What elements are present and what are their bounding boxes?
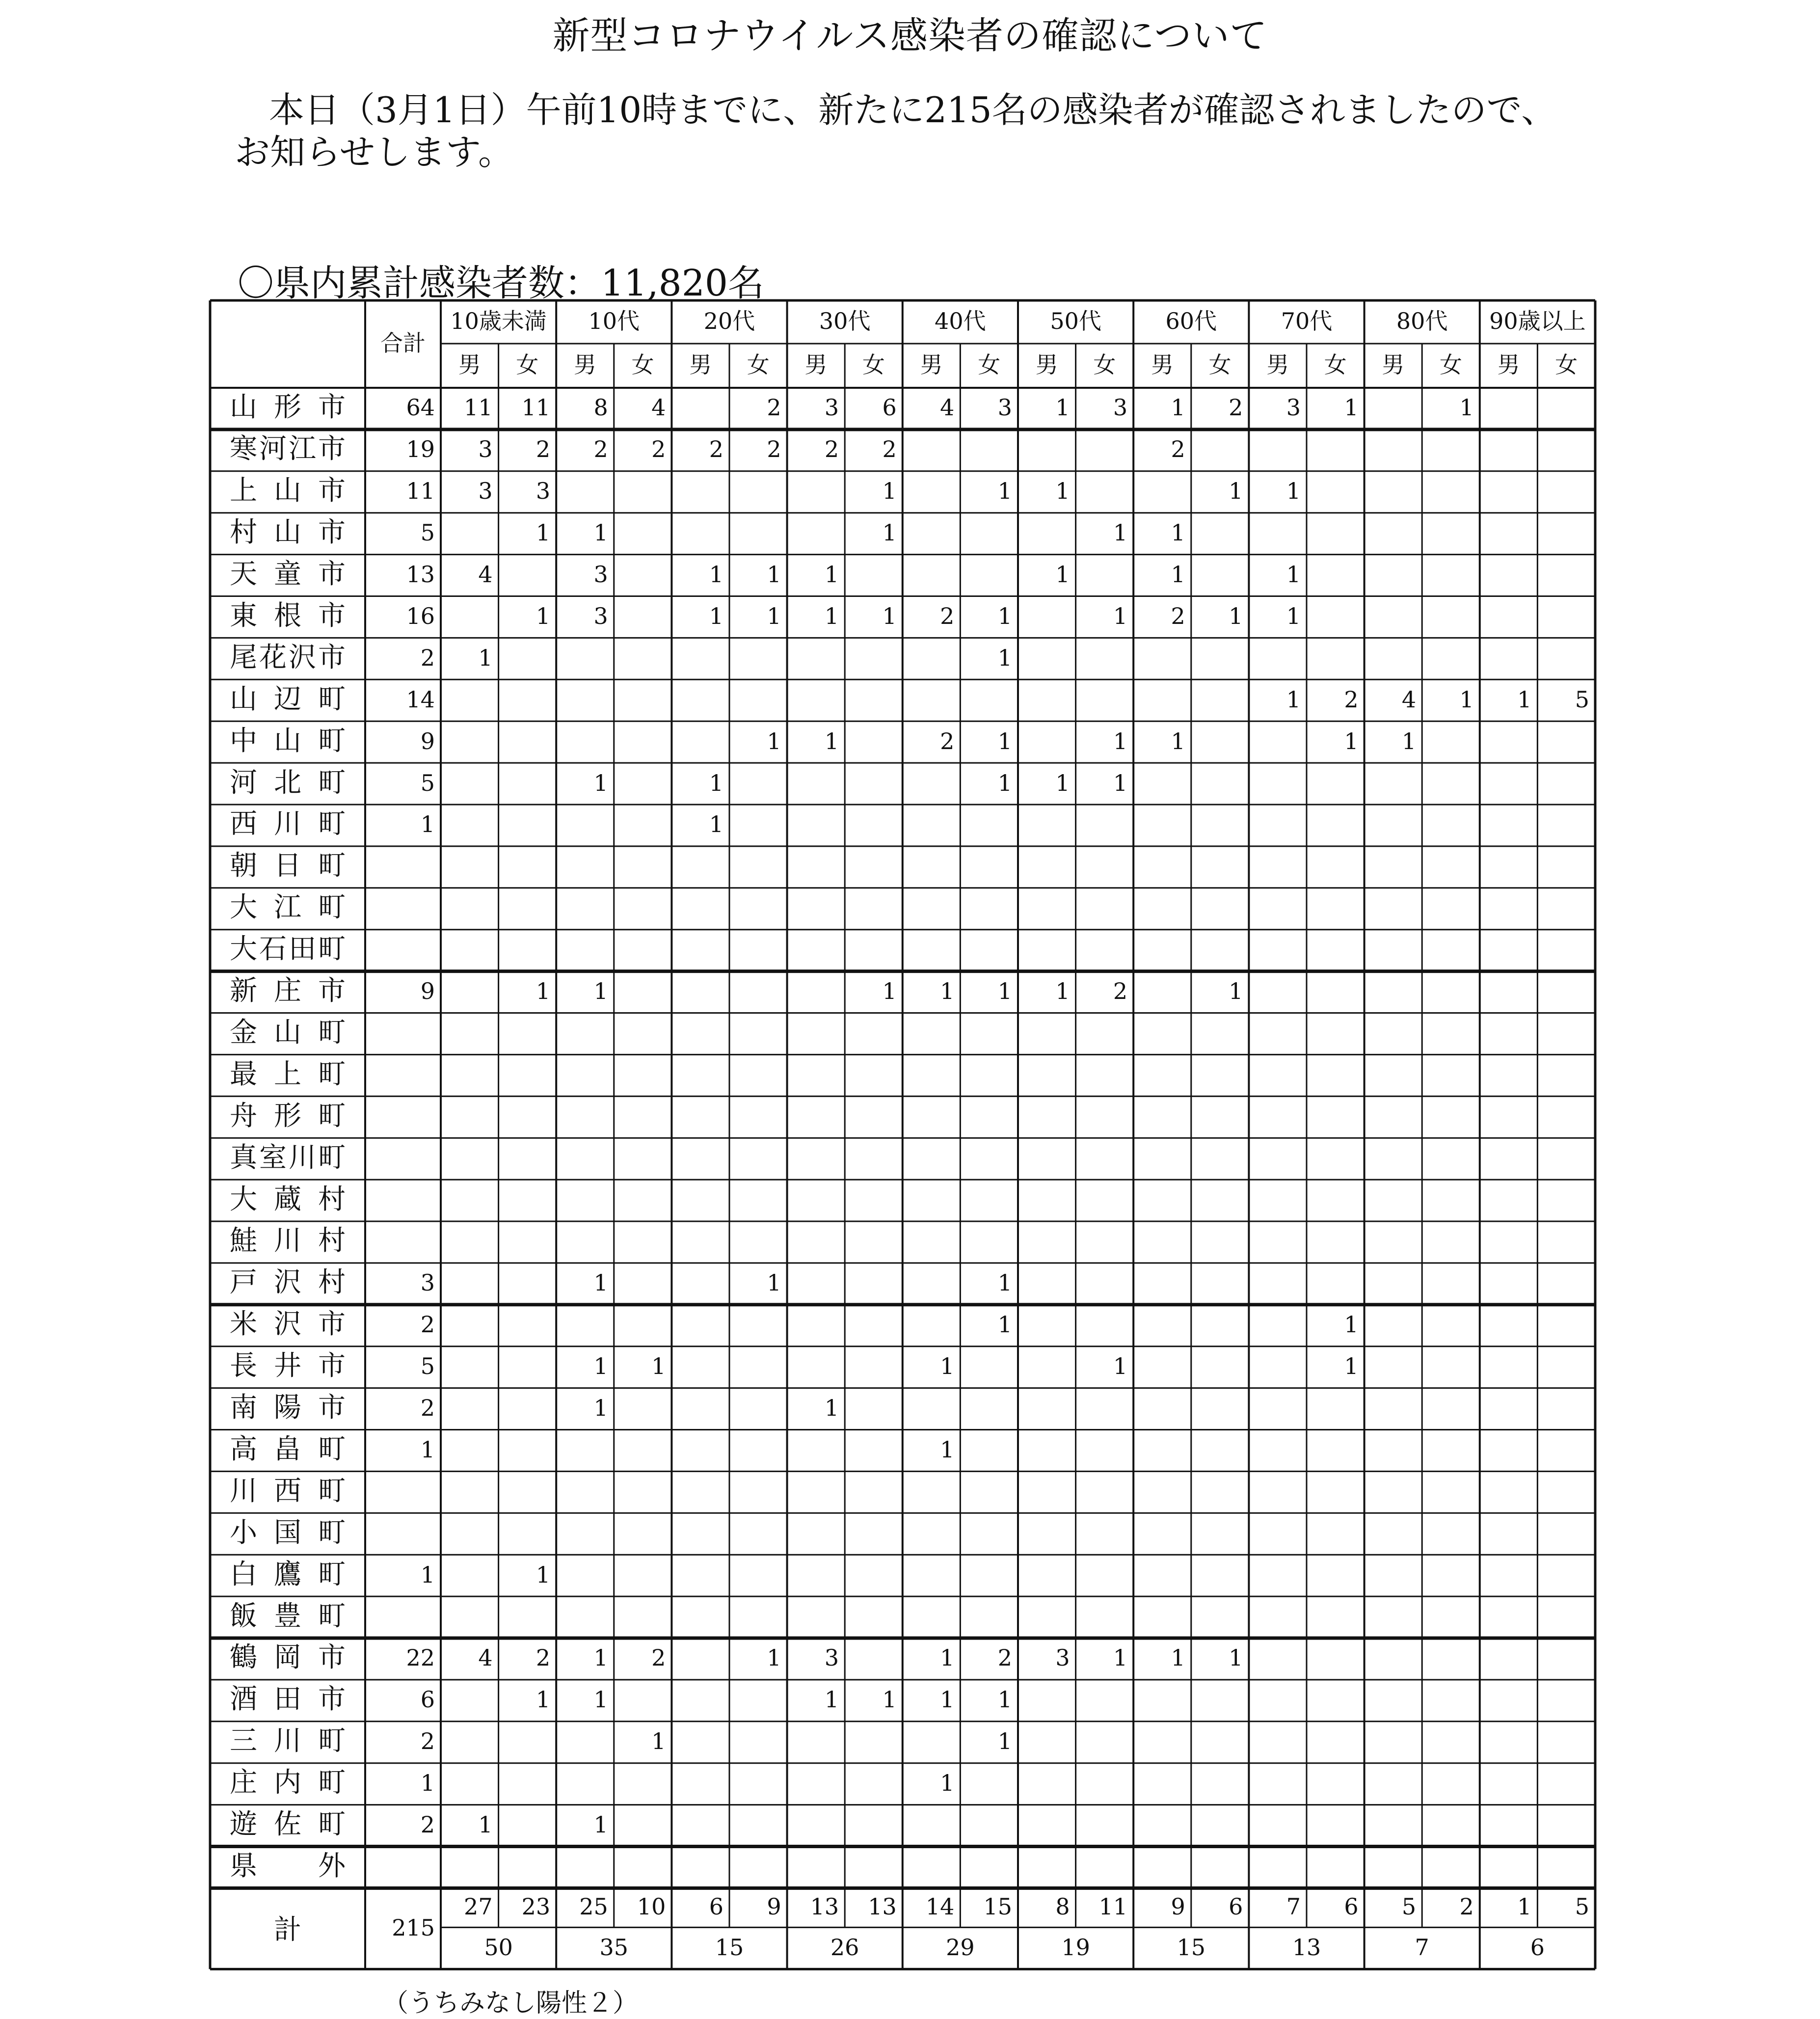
count-cell: 1 bbox=[767, 602, 781, 629]
count-cell: 8 bbox=[593, 394, 608, 421]
sex-total-cell: 13 bbox=[810, 1893, 839, 1920]
municipality-name: 真室川町 bbox=[230, 1141, 346, 1174]
row-total: 16 bbox=[406, 602, 435, 629]
male-header: 男 bbox=[1151, 351, 1174, 378]
female-header: 女 bbox=[1555, 351, 1578, 378]
age-group-header: 80代 bbox=[1396, 308, 1448, 334]
count-cell: 1 bbox=[1113, 769, 1128, 796]
count-cell: 2 bbox=[535, 436, 551, 463]
cumulative-count: 〇県内累計感染者数：11,820名 bbox=[238, 262, 764, 304]
count-cell: 1 bbox=[593, 1395, 608, 1422]
count-cell: 1 bbox=[535, 519, 551, 546]
count-cell: 1 bbox=[1459, 686, 1474, 713]
municipality-name: 村山市 bbox=[230, 516, 346, 549]
row-total: 6 bbox=[420, 1686, 435, 1713]
municipality-name: 高畠町 bbox=[230, 1433, 346, 1465]
count-cell: 1 bbox=[997, 644, 1012, 671]
age-group-header: 30代 bbox=[819, 308, 871, 334]
municipality-name: 遊佐町 bbox=[230, 1808, 346, 1841]
count-cell: 1 bbox=[997, 769, 1012, 796]
grand-total: 215 bbox=[392, 1914, 435, 1941]
row-total: 5 bbox=[420, 769, 435, 796]
male-header: 男 bbox=[458, 351, 481, 378]
count-cell: 1 bbox=[940, 1353, 955, 1380]
row-total: 2 bbox=[420, 1728, 435, 1755]
count-cell: 1 bbox=[593, 519, 608, 546]
municipality-name: 山形市 bbox=[230, 391, 346, 424]
count-cell: 1 bbox=[997, 1686, 1012, 1713]
count-cell: 1 bbox=[593, 1353, 608, 1380]
row-total: 1 bbox=[420, 1436, 435, 1463]
municipality-name: 戸沢村 bbox=[230, 1266, 346, 1299]
count-cell: 3 bbox=[1055, 1644, 1070, 1671]
municipality-name: 酒田市 bbox=[230, 1683, 346, 1716]
count-cell: 1 bbox=[882, 519, 897, 546]
count-cell: 1 bbox=[1171, 727, 1185, 754]
count-cell: 3 bbox=[824, 394, 839, 421]
count-cell: 2 bbox=[593, 436, 608, 463]
municipality-name: 最上町 bbox=[230, 1058, 346, 1090]
count-cell: 1 bbox=[1286, 602, 1301, 629]
count-cell: 1 bbox=[593, 1644, 608, 1671]
count-cell: 1 bbox=[593, 978, 608, 1005]
count-cell: 3 bbox=[997, 394, 1012, 421]
count-cell: 3 bbox=[593, 602, 608, 629]
count-cell: 4 bbox=[1401, 686, 1417, 713]
female-header: 女 bbox=[1093, 351, 1116, 378]
row-total: 14 bbox=[406, 686, 435, 713]
male-header: 男 bbox=[804, 351, 828, 378]
count-cell: 2 bbox=[940, 602, 955, 629]
row-total: 2 bbox=[420, 1811, 435, 1838]
count-cell: 3 bbox=[1286, 394, 1301, 421]
count-cell: 1 bbox=[593, 1686, 608, 1713]
count-cell: 1 bbox=[593, 1811, 608, 1838]
count-cell: 1 bbox=[1171, 394, 1185, 421]
row-total: 2 bbox=[420, 1395, 435, 1422]
count-cell: 1 bbox=[535, 602, 551, 629]
count-cell: 1 bbox=[940, 1686, 955, 1713]
count-cell: 1 bbox=[1517, 686, 1532, 713]
count-cell: 1 bbox=[1229, 1644, 1243, 1671]
count-cell: 1 bbox=[824, 1395, 839, 1422]
count-cell: 3 bbox=[535, 478, 551, 505]
count-cell: 1 bbox=[997, 478, 1012, 505]
sex-total-cell: 27 bbox=[464, 1893, 493, 1920]
age-group-header: 40代 bbox=[935, 308, 986, 334]
municipality-name: 県 外 bbox=[230, 1850, 346, 1882]
count-cell: 6 bbox=[882, 394, 897, 421]
count-cell: 1 bbox=[824, 602, 839, 629]
count-cell: 4 bbox=[478, 1644, 493, 1671]
age-group-header: 10歳未満 bbox=[450, 308, 547, 334]
count-cell: 1 bbox=[1113, 1353, 1128, 1380]
count-cell: 2 bbox=[1113, 978, 1128, 1005]
intro-line-1: 本日（3月1日）午前10時までに、新たに215名の感染者が確認されましたので、 bbox=[269, 89, 1557, 131]
count-cell: 1 bbox=[1113, 1644, 1128, 1671]
municipality-name: 長井市 bbox=[230, 1350, 346, 1382]
count-cell: 1 bbox=[709, 769, 723, 796]
female-header: 女 bbox=[978, 351, 1001, 378]
age-total-cell: 50 bbox=[484, 1934, 513, 1961]
age-total-cell: 7 bbox=[1415, 1934, 1429, 1961]
municipality-name: 金山町 bbox=[230, 1016, 346, 1049]
count-cell: 1 bbox=[535, 978, 551, 1005]
sex-total-cell: 9 bbox=[767, 1893, 781, 1920]
female-header: 女 bbox=[1324, 351, 1347, 378]
sex-total-cell: 6 bbox=[1229, 1893, 1243, 1920]
municipality-name: 大江町 bbox=[230, 891, 346, 924]
count-cell: 1 bbox=[882, 1686, 897, 1713]
row-total: 2 bbox=[420, 1311, 435, 1338]
row-total: 1 bbox=[420, 811, 435, 838]
male-header: 男 bbox=[1382, 351, 1405, 378]
count-cell: 1 bbox=[1229, 602, 1243, 629]
count-cell: 1 bbox=[1171, 561, 1185, 588]
count-cell: 1 bbox=[1113, 727, 1128, 754]
municipality-name: 飯豊町 bbox=[230, 1600, 346, 1632]
count-cell: 1 bbox=[478, 1811, 493, 1838]
count-cell: 3 bbox=[593, 561, 608, 588]
page-title: 新型コロナウイルス感染者の確認について bbox=[552, 14, 1268, 57]
sex-total-cell: 11 bbox=[1098, 1893, 1128, 1920]
count-cell: 1 bbox=[997, 727, 1012, 754]
municipality-name: 庄内町 bbox=[230, 1767, 346, 1799]
row-total: 1 bbox=[420, 1770, 435, 1797]
municipality-name: 東根市 bbox=[230, 599, 346, 632]
municipality-name: 米沢市 bbox=[230, 1308, 346, 1341]
count-cell: 2 bbox=[940, 727, 955, 754]
row-total: 11 bbox=[406, 478, 435, 505]
count-cell: 1 bbox=[1344, 1311, 1359, 1338]
count-cell: 4 bbox=[940, 394, 955, 421]
count-cell: 2 bbox=[767, 436, 781, 463]
row-total: 9 bbox=[420, 727, 435, 754]
age-total-cell: 6 bbox=[1530, 1934, 1545, 1961]
age-total-cell: 26 bbox=[830, 1934, 859, 1961]
count-cell: 1 bbox=[1459, 394, 1474, 421]
count-cell: 1 bbox=[651, 1728, 666, 1755]
count-cell: 2 bbox=[651, 436, 666, 463]
count-cell: 1 bbox=[940, 1436, 955, 1463]
count-cell: 11 bbox=[521, 394, 551, 421]
count-cell: 1 bbox=[593, 769, 608, 796]
count-cell: 1 bbox=[709, 811, 723, 838]
count-cell: 1 bbox=[1055, 978, 1070, 1005]
count-cell: 1 bbox=[1055, 394, 1070, 421]
count-cell: 3 bbox=[478, 436, 493, 463]
municipality-name: 小国町 bbox=[230, 1516, 346, 1549]
row-total: 5 bbox=[420, 1353, 435, 1380]
count-cell: 1 bbox=[767, 561, 781, 588]
sex-total-cell: 14 bbox=[925, 1893, 955, 1920]
municipality-name: 大蔵村 bbox=[230, 1183, 346, 1215]
count-cell: 1 bbox=[709, 561, 723, 588]
municipality-name: 寒河江市 bbox=[230, 433, 346, 465]
sex-total-cell: 6 bbox=[1344, 1893, 1359, 1920]
count-cell: 1 bbox=[1286, 561, 1301, 588]
count-cell: 1 bbox=[1055, 561, 1070, 588]
municipality-name: 白鷹町 bbox=[230, 1558, 346, 1590]
sex-total-cell: 10 bbox=[637, 1893, 666, 1920]
count-cell: 1 bbox=[767, 1644, 781, 1671]
row-total: 13 bbox=[406, 561, 435, 588]
row-total: 3 bbox=[420, 1269, 435, 1296]
count-cell: 2 bbox=[651, 1644, 666, 1671]
age-group-header: 50代 bbox=[1050, 308, 1101, 334]
count-cell: 1 bbox=[767, 1269, 781, 1296]
count-cell: 2 bbox=[709, 436, 723, 463]
count-cell: 4 bbox=[478, 561, 493, 588]
count-cell: 2 bbox=[535, 1644, 551, 1671]
row-total: 9 bbox=[420, 978, 435, 1005]
count-cell: 1 bbox=[535, 1686, 551, 1713]
count-cell: 1 bbox=[535, 1561, 551, 1588]
sex-total-cell: 6 bbox=[709, 1893, 723, 1920]
sex-total-cell: 5 bbox=[1401, 1893, 1417, 1920]
municipality-name: 鮭川村 bbox=[230, 1225, 346, 1257]
count-cell: 2 bbox=[1171, 602, 1185, 629]
count-cell: 1 bbox=[709, 602, 723, 629]
count-cell: 1 bbox=[1113, 602, 1128, 629]
sex-total-cell: 1 bbox=[1517, 1893, 1532, 1920]
female-header: 女 bbox=[1439, 351, 1462, 378]
count-cell: 1 bbox=[1171, 519, 1185, 546]
age-group-header: 60代 bbox=[1165, 308, 1217, 334]
sex-total-cell: 5 bbox=[1575, 1893, 1589, 1920]
count-cell: 1 bbox=[767, 727, 781, 754]
count-cell: 1 bbox=[997, 1728, 1012, 1755]
municipality-name: 河北町 bbox=[230, 766, 346, 799]
municipality-name: 川西町 bbox=[230, 1475, 346, 1507]
count-cell: 1 bbox=[824, 727, 839, 754]
municipality-name: 西川町 bbox=[230, 808, 346, 840]
age-group-header: 90歳以上 bbox=[1489, 308, 1586, 334]
age-total-cell: 29 bbox=[946, 1934, 975, 1961]
count-cell: 1 bbox=[940, 1644, 955, 1671]
row-total: 64 bbox=[406, 394, 435, 421]
count-cell: 3 bbox=[478, 478, 493, 505]
female-header: 女 bbox=[862, 351, 885, 378]
count-cell: 1 bbox=[1286, 686, 1301, 713]
count-cell: 1 bbox=[940, 1770, 955, 1797]
municipality-name: 上山市 bbox=[230, 475, 346, 507]
count-cell: 1 bbox=[1401, 727, 1417, 754]
age-total-cell: 35 bbox=[599, 1934, 629, 1961]
count-cell: 1 bbox=[824, 1686, 839, 1713]
age-total-cell: 19 bbox=[1061, 1934, 1090, 1961]
count-cell: 2 bbox=[997, 1644, 1012, 1671]
age-total-cell: 15 bbox=[1177, 1934, 1206, 1961]
count-cell: 2 bbox=[824, 436, 839, 463]
count-cell: 1 bbox=[478, 644, 493, 671]
sex-total-cell: 15 bbox=[983, 1893, 1012, 1920]
municipality-name: 大石田町 bbox=[230, 933, 346, 966]
count-cell: 1 bbox=[1113, 519, 1128, 546]
municipality-name: 中山町 bbox=[230, 725, 346, 757]
female-header: 女 bbox=[516, 351, 539, 378]
sex-total-cell: 7 bbox=[1286, 1893, 1301, 1920]
sex-total-cell: 9 bbox=[1171, 1893, 1185, 1920]
count-cell: 3 bbox=[1113, 394, 1128, 421]
municipality-name: 舟形町 bbox=[230, 1100, 346, 1132]
count-cell: 1 bbox=[1055, 769, 1070, 796]
intro-line-2: お知らせします。 bbox=[235, 132, 514, 173]
male-header: 男 bbox=[1497, 351, 1520, 378]
female-header: 女 bbox=[631, 351, 654, 378]
municipality-name: 朝日町 bbox=[230, 850, 346, 882]
municipality-name: 鶴岡市 bbox=[230, 1642, 346, 1674]
count-cell: 1 bbox=[1286, 478, 1301, 505]
total-header: 合計 bbox=[380, 330, 426, 356]
count-cell: 5 bbox=[1575, 686, 1589, 713]
female-header: 女 bbox=[747, 351, 770, 378]
count-cell: 1 bbox=[1055, 478, 1070, 505]
municipality-name: 天童市 bbox=[230, 558, 346, 591]
count-cell: 1 bbox=[940, 978, 955, 1005]
count-cell: 2 bbox=[1229, 394, 1243, 421]
male-header: 男 bbox=[573, 351, 596, 378]
sex-total-cell: 23 bbox=[521, 1893, 551, 1920]
sex-total-cell: 8 bbox=[1055, 1893, 1070, 1920]
count-cell: 1 bbox=[882, 478, 897, 505]
count-cell: 1 bbox=[882, 602, 897, 629]
count-cell: 2 bbox=[882, 436, 897, 463]
sex-total-cell: 25 bbox=[579, 1893, 608, 1920]
age-total-cell: 15 bbox=[715, 1934, 744, 1961]
count-cell: 11 bbox=[464, 394, 493, 421]
municipality-name: 三川町 bbox=[230, 1725, 346, 1757]
male-header: 男 bbox=[920, 351, 943, 378]
grand-total-label: 計 bbox=[274, 1913, 301, 1946]
count-cell: 1 bbox=[1344, 394, 1359, 421]
row-total: 22 bbox=[406, 1644, 435, 1671]
count-cell: 2 bbox=[1344, 686, 1359, 713]
count-cell: 1 bbox=[593, 1269, 608, 1296]
count-cell: 1 bbox=[824, 561, 839, 588]
municipality-name: 山辺町 bbox=[230, 683, 346, 715]
male-header: 男 bbox=[1266, 351, 1289, 378]
municipality-name: 新庄市 bbox=[230, 975, 346, 1007]
sex-total-cell: 13 bbox=[868, 1893, 897, 1920]
female-header: 女 bbox=[1208, 351, 1231, 378]
male-header: 男 bbox=[689, 351, 712, 378]
age-group-header: 20代 bbox=[703, 308, 755, 334]
municipality-name: 南陽市 bbox=[230, 1392, 346, 1424]
count-cell: 1 bbox=[997, 1311, 1012, 1338]
footnote: （うちみなし陽性２） bbox=[383, 1989, 639, 2018]
count-cell: 1 bbox=[997, 1269, 1012, 1296]
age-group-header: 70代 bbox=[1281, 308, 1333, 334]
male-header: 男 bbox=[1035, 351, 1058, 378]
row-total: 1 bbox=[420, 1561, 435, 1588]
count-cell: 3 bbox=[824, 1644, 839, 1671]
age-group-header: 10代 bbox=[588, 308, 640, 334]
count-cell: 4 bbox=[651, 394, 666, 421]
row-total: 19 bbox=[406, 436, 435, 463]
sex-total-cell: 2 bbox=[1459, 1893, 1474, 1920]
count-cell: 1 bbox=[1229, 478, 1243, 505]
count-cell: 1 bbox=[997, 978, 1012, 1005]
municipality-name: 尾花沢市 bbox=[230, 641, 346, 673]
count-cell: 2 bbox=[1171, 436, 1185, 463]
count-cell: 2 bbox=[767, 394, 781, 421]
count-cell: 1 bbox=[882, 978, 897, 1005]
row-total: 5 bbox=[420, 519, 435, 546]
row-total: 2 bbox=[420, 644, 435, 671]
count-cell: 1 bbox=[997, 602, 1012, 629]
age-total-cell: 13 bbox=[1292, 1934, 1321, 1961]
count-cell: 1 bbox=[1344, 727, 1359, 754]
count-cell: 1 bbox=[1229, 978, 1243, 1005]
count-cell: 1 bbox=[651, 1353, 666, 1380]
count-cell: 1 bbox=[1344, 1353, 1359, 1380]
count-cell: 1 bbox=[1171, 1644, 1185, 1671]
